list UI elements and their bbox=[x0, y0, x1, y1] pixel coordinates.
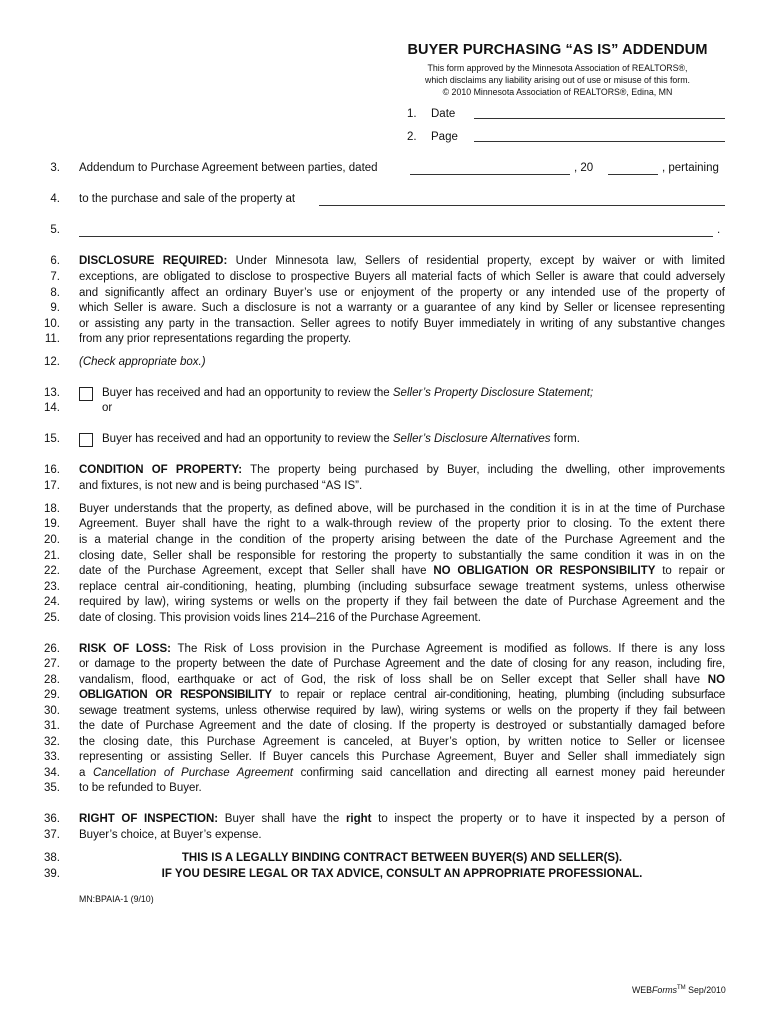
disclosure-paragraph-line: or assisting any party in the transaction. Seller agrees to notify Buyer immediately in writing of any substantive changes bbox=[79, 318, 725, 330]
page-field-label: 2. Page bbox=[407, 131, 458, 143]
line-number: 25. bbox=[44, 612, 60, 624]
condition-paragraph-line: closing date, Seller shall be responsible for restoring the property to substantially the same condition it was in on the bbox=[79, 550, 725, 562]
line-number: 13. bbox=[44, 387, 60, 399]
risk-paragraph-line: OBLIGATION OR RESPONSIBILITY to repair or replace central air-conditioning, heating, plumbing (including subsurface bbox=[79, 689, 725, 701]
disclosure-paragraph-line: which Seller is aware. Such a disclosure is not a warranty or a guarantee of any kind by Seller or licensee representing bbox=[79, 302, 725, 314]
disclosure-alternatives-option: Buyer has received and had an opportunity to review the Seller’s Disclosure Alternatives form. bbox=[102, 433, 580, 445]
line-number: 10. bbox=[44, 318, 60, 330]
condition-paragraph-line: date of the Purchase Agreement, except that Seller shall have NO OBLIGATION OR RESPONSIBILITY to repair or bbox=[79, 565, 725, 577]
line-number: 12. bbox=[44, 356, 60, 368]
disclosure-alternatives-checkbox[interactable] bbox=[79, 433, 93, 447]
property-address-label: to the purchase and sale of the property at bbox=[79, 193, 296, 205]
line-number: 19. bbox=[44, 518, 60, 530]
line-number: 20. bbox=[44, 534, 60, 546]
line-number: 14. bbox=[44, 402, 60, 414]
condition-paragraph-line: Buyer understands that the property, as defined above, will be purchased in the condition it is in at the time of Purchase bbox=[79, 503, 725, 515]
risk-paragraph-line: RISK OF LOSS: The Risk of Loss provision in the Purchase Agreement is modified as follows. If there is any loss bbox=[79, 643, 725, 655]
risk-heading: RISK OF LOSS: bbox=[79, 643, 172, 655]
line-number: 21. bbox=[44, 550, 60, 562]
inspection-paragraph-line: RIGHT OF INSPECTION: Buyer shall have the right to inspect the property or to have it inspected by a person of bbox=[79, 813, 726, 825]
line-number: 32. bbox=[44, 736, 60, 748]
disclosure-statement-option: Buyer has received and had an opportunity to review the Seller’s Property Disclosure Statement; bbox=[102, 387, 594, 399]
disclosure-heading: DISCLOSURE REQUIRED: bbox=[79, 255, 228, 267]
condition-paragraph-line: replace central air-conditioning, heating, plumbing (including subsurface sewage treatment systems, unless otherwise bbox=[79, 581, 725, 593]
line-number: 36. bbox=[44, 813, 60, 825]
line-number: 24. bbox=[44, 596, 60, 608]
form-id: MN:BPAIA-1 (9/10) bbox=[79, 894, 154, 904]
line-number: 29. bbox=[44, 689, 60, 701]
line-number: 23. bbox=[44, 581, 60, 593]
line-number: 39. bbox=[44, 868, 60, 880]
risk-paragraph-line: the date of Purchase Agreement and the date of closing. If the property is destroyed or substantially damaged before bbox=[79, 720, 725, 732]
condition-paragraph-line: CONDITION OF PROPERTY: The property being purchased by Buyer, including the dwelling, other improvements bbox=[79, 464, 725, 476]
condition-paragraph-line: is a material change in the condition of the property arising between the date of the Purchase Agreement and the bbox=[79, 534, 725, 546]
inspection-paragraph-line: Buyer’s choice, at Buyer’s expense. bbox=[79, 829, 262, 841]
binding-contract-notice: THIS IS A LEGALLY BINDING CONTRACT BETWEEN BUYER(S) AND SELLER(S). bbox=[181, 852, 623, 864]
agreement-date-field[interactable] bbox=[410, 174, 570, 175]
line-number: 37. bbox=[44, 829, 60, 841]
line-number: 3. bbox=[50, 162, 60, 174]
line-number: 22. bbox=[44, 565, 60, 577]
form-title: BUYER PURCHASING “AS IS” ADDENDUM bbox=[407, 42, 708, 58]
property-address-field[interactable] bbox=[319, 205, 725, 206]
addendum-parties-label: Addendum to Purchase Agreement between parties, dated bbox=[79, 162, 378, 174]
line-number: 9. bbox=[50, 302, 60, 314]
condition-paragraph-line: required by law), wiring systems or wells on the property if they fail between the date of Purchase Agreement and the bbox=[79, 596, 725, 608]
disclosure-paragraph-line: DISCLOSURE REQUIRED: Under Minnesota law, Sellers of residential property, except by waiver or with limited bbox=[79, 255, 725, 267]
line-number: 11. bbox=[44, 333, 60, 345]
date-field[interactable] bbox=[474, 118, 725, 119]
line-number: 16. bbox=[44, 464, 60, 476]
line-number: 34. bbox=[44, 767, 60, 779]
risk-paragraph-line: sewage treatment systems, unless otherwise required by law), wiring systems or wells on the property if they fail between bbox=[79, 705, 725, 717]
disclaimer-note: which disclaims any liability arising out of use or misuse of this form. bbox=[425, 75, 690, 85]
line-number: 7. bbox=[50, 271, 60, 283]
disclosure-paragraph-line: exceptions, are obligated to disclose to prospective Buyers all material facts of which Seller is aware that could adversely bbox=[79, 271, 725, 283]
line-number: 30. bbox=[44, 705, 60, 717]
line-number: 6. bbox=[50, 255, 60, 267]
property-address-field-2[interactable] bbox=[79, 236, 713, 237]
risk-paragraph-line: vandalism, flood, earthquake or act of God, the risk of loss shall be on Seller except that Seller shall have NO bbox=[79, 674, 726, 686]
disclosure-statement-checkbox[interactable] bbox=[79, 387, 93, 401]
date-field-label: 1. Date bbox=[407, 108, 456, 120]
line-number: 15. bbox=[44, 433, 60, 445]
webforms-mark: WEBForms™ Sep/2010 bbox=[632, 985, 726, 995]
line-number: 31. bbox=[44, 720, 60, 732]
condition-paragraph-line: and fixtures, is not new and is being purchased “AS IS”. bbox=[79, 480, 363, 492]
line-number: 5. bbox=[50, 224, 60, 236]
year-field[interactable] bbox=[608, 174, 658, 175]
condition-paragraph-line: Agreement. Buyer shall have the right to a walk-through review of the property prior to closing. To the extent there bbox=[79, 518, 725, 530]
line5-period: . bbox=[717, 224, 721, 236]
line-number: 26. bbox=[44, 643, 60, 655]
line-number: 28. bbox=[44, 674, 60, 686]
line-number: 18. bbox=[44, 503, 60, 515]
condition-paragraph-line: date of closing. This provision voids lines 214–216 of the Purchase Agreement. bbox=[79, 612, 481, 624]
legal-advice-notice: IF YOU DESIRE LEGAL OR TAX ADVICE, CONSULT AN APPROPRIATE PROFESSIONAL. bbox=[161, 868, 643, 880]
disclosure-paragraph-line: and significantly affect an ordinary Buyer’s use or enjoyment of the property or any intended use of the property of bbox=[79, 287, 725, 299]
check-box-instruction: (Check appropriate box.) bbox=[79, 356, 206, 368]
line-number: 38. bbox=[44, 852, 60, 864]
risk-paragraph-line: a Cancellation of Purchase Agreement confirming said cancellation and directing all earnest money paid hereunder bbox=[79, 767, 725, 779]
inspection-heading: RIGHT OF INSPECTION: bbox=[79, 813, 219, 825]
risk-paragraph-line: or damage to the property between the date of Purchase Agreement and the date of closing for any reason, including fire, bbox=[79, 658, 725, 670]
condition-heading: CONDITION OF PROPERTY: bbox=[79, 464, 243, 476]
year-prefix: , 20 bbox=[574, 162, 594, 174]
line-number: 17. bbox=[44, 480, 60, 492]
copyright-note: © 2010 Minnesota Association of REALTORS®, Edina, MN bbox=[442, 87, 673, 97]
or-label: or bbox=[102, 402, 113, 414]
line-number: 4. bbox=[50, 193, 60, 205]
line-number: 8. bbox=[50, 287, 60, 299]
line-number: 27. bbox=[44, 658, 60, 670]
disclosure-paragraph-line: from any prior representations regarding the property. bbox=[79, 333, 352, 345]
risk-paragraph-line: the closing date, this Purchase Agreement is canceled, at Buyer’s option, by written notice to Seller or licensee bbox=[79, 736, 725, 748]
risk-paragraph-line: to be refunded to Buyer. bbox=[79, 782, 202, 794]
pertaining-label: , pertaining bbox=[662, 162, 719, 174]
approval-note: This form approved by the Minnesota Association of REALTORS®, bbox=[427, 63, 688, 73]
risk-paragraph-line: representing or assisting Seller. If Buyer cancels this Purchase Agreement, Buyer and Seller shall immediately sign bbox=[79, 751, 725, 763]
page-field[interactable] bbox=[474, 141, 725, 142]
line-number: 33. bbox=[44, 751, 60, 763]
line-number: 35. bbox=[44, 782, 60, 794]
